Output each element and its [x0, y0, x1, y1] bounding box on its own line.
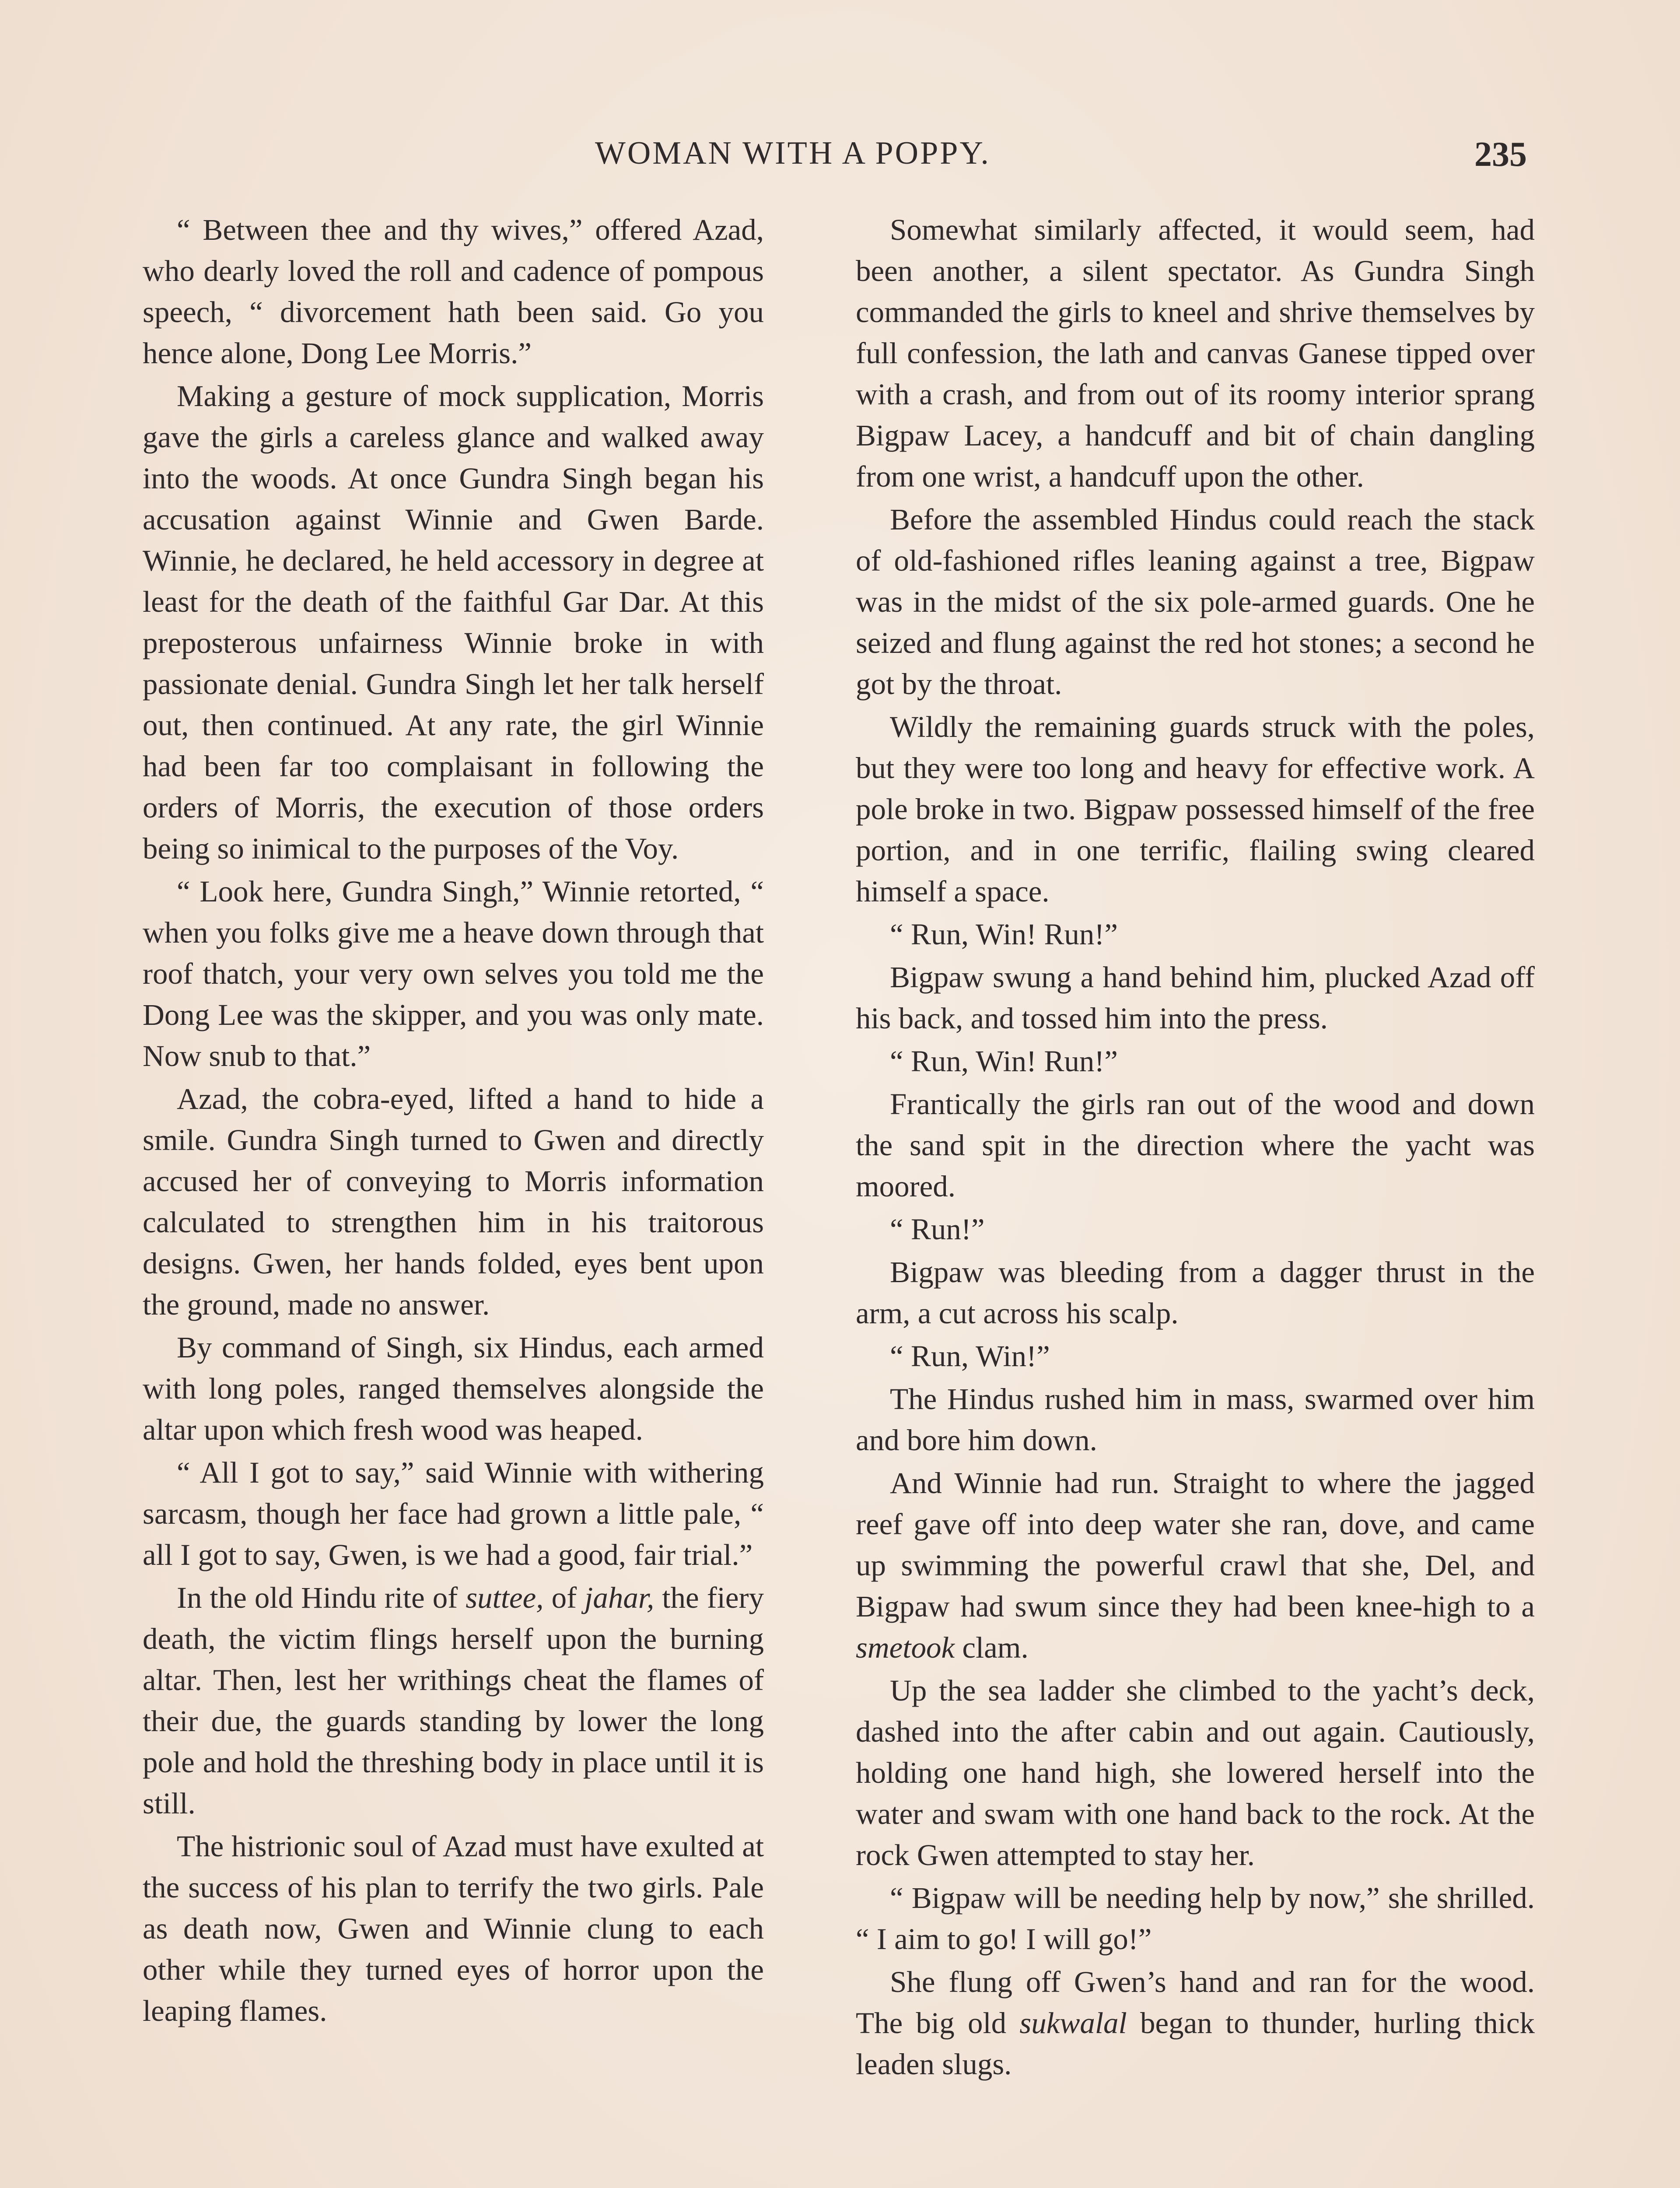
paragraph: Azad, the cobra-eyed, lifted a hand to hide a smile. Gundra Singh turned to Gwen and directly accused her of conveying to Morris information calculated to strengthen him in his traitorous designs. Gwen, her hands folded, eyes bent upon the ground, made no answer.	[143, 1082, 764, 1321]
dialogue-line: “ Run!”	[890, 1213, 985, 1246]
paragraph: “ Bigpaw will be needing help by now,” she shrilled. “ I aim to go! I will go!”	[856, 1881, 1535, 1956]
paragraph: Somewhat similarly affected, it would seem, had been another, a silent spectator. As Gundra Singh commanded the girls to kneel and shrive themselves by full confession, the lath and canvas Ganese tipped over with a crash, and from out of its roomy interior sprang Bigpaw Lacey, a handcuff and bit of chain dangling from one wrist, a handcuff upon the other.	[856, 213, 1535, 493]
paragraph: “ Look here, Gundra Singh,” Winnie retorted, “ when you folks give me a heave down through that roof thatch, your very own selves you told me the Dong Lee was the skipper, and you was only mate. Now snub to that.”	[143, 875, 764, 1073]
paragraph: Before the assembled Hindus could reach the stack of old-fashioned rifles leaning against a tree, Bigpaw was in the midst of the six pole-armed guards. One he seized and flung against the red hot stones; a second he got by the throat.	[856, 503, 1535, 701]
paragraph-suttee	[143, 1577, 764, 1824]
right-column	[856, 209, 1535, 2086]
paragraph: Bigpaw was bleeding from a dagger thrust in the arm, a cut across his scalp.	[856, 1255, 1535, 1330]
italic-term: sukwalal	[1019, 2006, 1127, 2040]
paragraph-smetook	[856, 1462, 1535, 1668]
text: In the old Hindu rite of	[177, 1581, 466, 1614]
dialogue-line: “ Run, Win! Run!”	[890, 1045, 1118, 1078]
paragraph: The Hindus rushed him in mass, swarmed over him and bore him down.	[856, 1382, 1535, 1457]
text: of	[543, 1581, 585, 1614]
text: began to thunder, hurling thick leaden slugs.	[856, 2006, 1535, 2081]
text: And Winnie had run. Straight to where the jagged reef gave off into deep water she ran, dove, and came up swimming the powerful crawl that she, Del, and Bigpaw had swum since they had been knee-high to a	[856, 1466, 1535, 1623]
italic-term: smetook	[856, 1631, 955, 1664]
paragraph: “ Between thee and thy wives,” offered Azad, who dearly loved the roll and cadence of pompous speech, “ divorcement hath been said. Go you hence alone, Dong Lee Morris.”	[143, 213, 764, 370]
page-header	[0, 135, 1680, 179]
paragraph: Up the sea ladder she climbed to the yacht’s deck, dashed into the after cabin and out again. Cautiously, holding one hand high, she lowered herself into the water and swam with one hand back to the rock. At the rock Gwen attempted to stay her.	[856, 1674, 1535, 1872]
paragraph: By command of Singh, six Hindus, each armed with long poles, ranged themselves alongside the altar upon which fresh wood was heaped.	[143, 1331, 764, 1446]
running-title: WOMAN WITH A POPPY.	[595, 135, 990, 171]
paragraph: Wildly the remaining guards struck with the poles, but they were too long and heavy for effective work. A pole broke in two. Bigpaw possessed himself of the free portion, and in one terrific, flailing swing cleared himself a space.	[856, 710, 1535, 908]
paragraph: “ All I got to say,” said Winnie with withering sarcasm, though her face had grown a little pale, “ all I got to say, Gwen, is we had a good, fair trial.”	[143, 1456, 764, 1571]
dialogue-line: “ Run, Win! Run!”	[890, 918, 1118, 951]
dialogue-line: “ Run, Win!”	[890, 1339, 1050, 1373]
italic-term: jahar,	[584, 1581, 654, 1614]
paragraph: Making a gesture of mock supplication, Morris gave the girls a careless glance and walked away into the woods. At once Gundra Singh began his accusation against Winnie and Gwen Barde. Winnie, he declared, he held accessory in degree at least for the death of the faithful Gar Dar. At this preposterous unfairness Winnie broke in with passionate denial. Gundra Singh let her talk herself out, then continued. At any rate, the girl Winnie had been far too complaisant in following the orders of Morris, the execution of those orders being so inimical to the purposes of the Voy.	[143, 379, 764, 865]
paragraph: Bigpaw swung a hand behind him, plucked Azad off his back, and tossed him into the press.	[856, 961, 1535, 1035]
text: clam.	[955, 1631, 1029, 1664]
paragraph: Frantically the girls ran out of the wood and down the sand spit in the direction where the yacht was moored.	[856, 1087, 1535, 1203]
page-number: 235	[1474, 135, 1527, 174]
paragraph: The histrionic soul of Azad must have exulted at the success of his plan to terrify the two girls. Pale as death now, Gwen and Winnie clung to each other while they turned eyes of horror upon the leaping flames.	[143, 1830, 764, 2027]
text: She flung off Gwen’s hand and ran for the wood. The big old	[856, 1965, 1535, 2040]
italic-term: suttee,	[466, 1581, 544, 1614]
text: the fiery death, the victim flings herself upon the burning altar. Then, lest her writhings cheat the flames of their due, the guards standing by lower the long pole and hold the threshing body in place until it is still.	[143, 1581, 764, 1820]
paragraph-sukwalal	[856, 1961, 1535, 2085]
left-column	[143, 209, 764, 2033]
